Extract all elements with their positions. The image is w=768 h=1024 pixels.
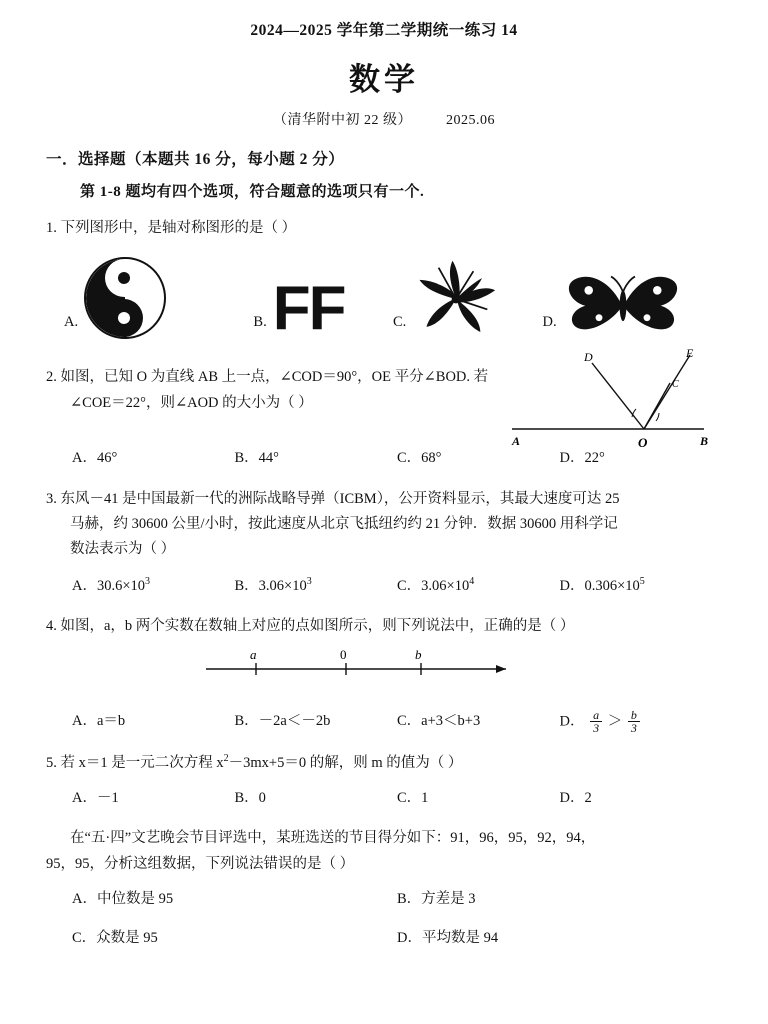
label-B: B — [700, 434, 709, 449]
question-5-exponent: 2 — [223, 752, 229, 764]
q3-option-d-exp: 5 — [639, 575, 645, 587]
question-4-number: 4. — [46, 617, 57, 634]
question-3-number: 3. — [46, 490, 57, 507]
question-3-stem-line1: 东风－41 是中国最新一代的洲际战略导弹（ICBM），公开资料显示，其最大速度可达 25 — [60, 490, 620, 507]
label-A: A — [512, 434, 521, 449]
q3-option-a-mantissa: 30.6×10 — [96, 577, 146, 594]
question-1-choice-c[interactable] — [393, 259, 543, 339]
question-1-choice-d[interactable] — [543, 269, 722, 339]
question-6-options-row2 — [72, 926, 722, 951]
q6-option-b[interactable]: B．方差是 3 — [397, 891, 476, 908]
letters-ff-icon: FF — [272, 274, 345, 344]
q3-option-a-label: A． — [72, 577, 97, 594]
school-label: （清华附中初 22 级） — [273, 113, 412, 128]
butterfly-icon — [563, 269, 683, 339]
question-6-options-row1 — [72, 887, 722, 912]
choice-c-label: C. — [393, 314, 407, 330]
q4-frac-operator: ＞ — [607, 713, 623, 729]
q4-option-d[interactable] — [560, 709, 723, 735]
question-2-stem-line1: 如图，已知 O 为直线 AB 上一点，∠COD＝90°，OE 平分∠BOD. 若 — [60, 369, 489, 386]
q4-frac-b3: $\frac{b}{3}$ — [628, 709, 640, 735]
q3-option-c-mantissa: 3.06×10 — [421, 577, 470, 594]
question-6 — [46, 826, 722, 952]
q4-frac-a3: $\frac{a}{3}$ — [590, 709, 602, 735]
label-O: O — [638, 435, 648, 451]
q4-option-a[interactable]: A．a＝b — [72, 712, 126, 729]
q5-option-c[interactable]: C．1 — [397, 789, 429, 806]
q2-option-c[interactable]: C．68° — [397, 450, 442, 467]
page-header-line: 2024—2025 学年第二学期统一练习 14 — [250, 22, 518, 39]
q5-option-d[interactable]: D．2 — [559, 789, 592, 806]
q4-option-d-label: D． — [559, 713, 585, 729]
label-E: E — [686, 347, 694, 361]
q3-option-c-exp: 4 — [469, 575, 475, 587]
q6-option-d[interactable]: D．平均数是 94 — [397, 930, 499, 947]
question-3-options — [72, 573, 722, 599]
q3-option-b-label: B． — [234, 577, 259, 594]
question-2 — [46, 347, 722, 471]
subheader — [46, 109, 722, 129]
question-4-numberline — [196, 647, 526, 689]
question-2-stem-line2: ∠COE＝22°，则∠AOD 的大小为（ ） — [70, 394, 313, 411]
label-D: D — [584, 350, 593, 365]
question-1-figures — [64, 247, 722, 344]
q3-option-c[interactable] — [397, 573, 560, 599]
choice-a-label: A. — [64, 314, 79, 330]
q3-option-a[interactable] — [72, 573, 235, 599]
q3-option-b-mantissa: 3.06×10 — [258, 577, 307, 594]
q3-option-b-exp: 3 — [306, 575, 312, 587]
label-C: C — [672, 379, 679, 391]
q5-option-b[interactable]: B．0 — [234, 789, 266, 806]
question-5-options — [72, 786, 722, 811]
question-5-stem-post: －3mx+5＝0 的解，则 m 的值为（ ） — [228, 754, 463, 771]
numberline-label-0: 0 — [340, 647, 347, 663]
choice-b-label: B. — [253, 314, 267, 330]
q2-option-a[interactable]: A．46° — [72, 450, 118, 467]
q6-option-c[interactable]: C．众数是 95 — [72, 930, 158, 947]
q3-option-b[interactable] — [235, 573, 398, 599]
question-3-stem-line2: 马赫，约 30600 公里/小时，按此速度从北京飞抵纽约约 21 分钟．数据 30600 用科学记 — [70, 515, 618, 532]
question-6-stem-line1: 在“五·四”文艺晚会节目评选中，某班选送的节目得分如下：91，96，95，92，94， — [70, 830, 596, 847]
question-1-choice-b[interactable] — [253, 274, 393, 344]
question-3-stem-line3: 数法表示为（ ） — [70, 541, 176, 558]
question-1-number: 1. — [46, 220, 57, 236]
question-2-number: 2. — [46, 369, 57, 386]
q3-option-d-mantissa: 0.306×10 — [584, 577, 640, 594]
q3-option-c-label: C． — [397, 577, 422, 594]
choice-d-label: D. — [542, 314, 557, 330]
question-2-diagram — [504, 347, 714, 452]
question-3 — [46, 487, 722, 599]
q4-option-b[interactable]: B．－2a＜－2b — [234, 712, 331, 729]
question-1-stem: 下列图形中，是轴对称图形的是（ ） — [60, 220, 297, 236]
question-1 — [46, 216, 722, 344]
q2-option-b[interactable]: B．44° — [234, 450, 279, 467]
q3-option-d[interactable] — [560, 573, 723, 599]
taiji-symbol-icon — [84, 257, 166, 339]
question-1-choice-a[interactable] — [64, 257, 253, 339]
q5-option-a[interactable]: A．－1 — [72, 789, 119, 806]
numberline-label-a: a — [250, 647, 257, 663]
q6-option-a[interactable]: A．中位数是 95 — [72, 891, 174, 908]
question-5-number: 5. — [46, 754, 57, 771]
section-title: 一．选择题（本题共 16 分，每小题 2 分） — [46, 151, 345, 168]
exam-date: 2025.06 — [446, 113, 495, 128]
section-note: 第 1-8 题均有四个选项，符合题意的选项只有一个. — [80, 184, 425, 200]
page-title: 数学 — [349, 62, 419, 97]
q3-option-a-exp: 3 — [145, 575, 151, 587]
question-4-stem: 如图，a，b 两个实数在数轴上对应的点如图所示，则下列说法中，正确的是（ ） — [60, 617, 575, 634]
question-4-options — [72, 709, 722, 735]
q3-option-d-label: D． — [559, 577, 585, 594]
q2-option-d[interactable]: D．22° — [559, 450, 605, 467]
question-4 — [46, 614, 722, 735]
question-6-stem-line2: 95，95，分析这组数据，下列说法错误的是（ ） — [46, 855, 355, 872]
flower-bauhinia-icon — [412, 259, 500, 339]
question-5-stem-pre: 若 x＝1 是一元二次方程 x — [60, 754, 224, 771]
q4-option-c[interactable]: C．a+3＜b+3 — [397, 712, 481, 729]
numberline-label-b: b — [415, 647, 422, 663]
question-5 — [46, 750, 722, 812]
